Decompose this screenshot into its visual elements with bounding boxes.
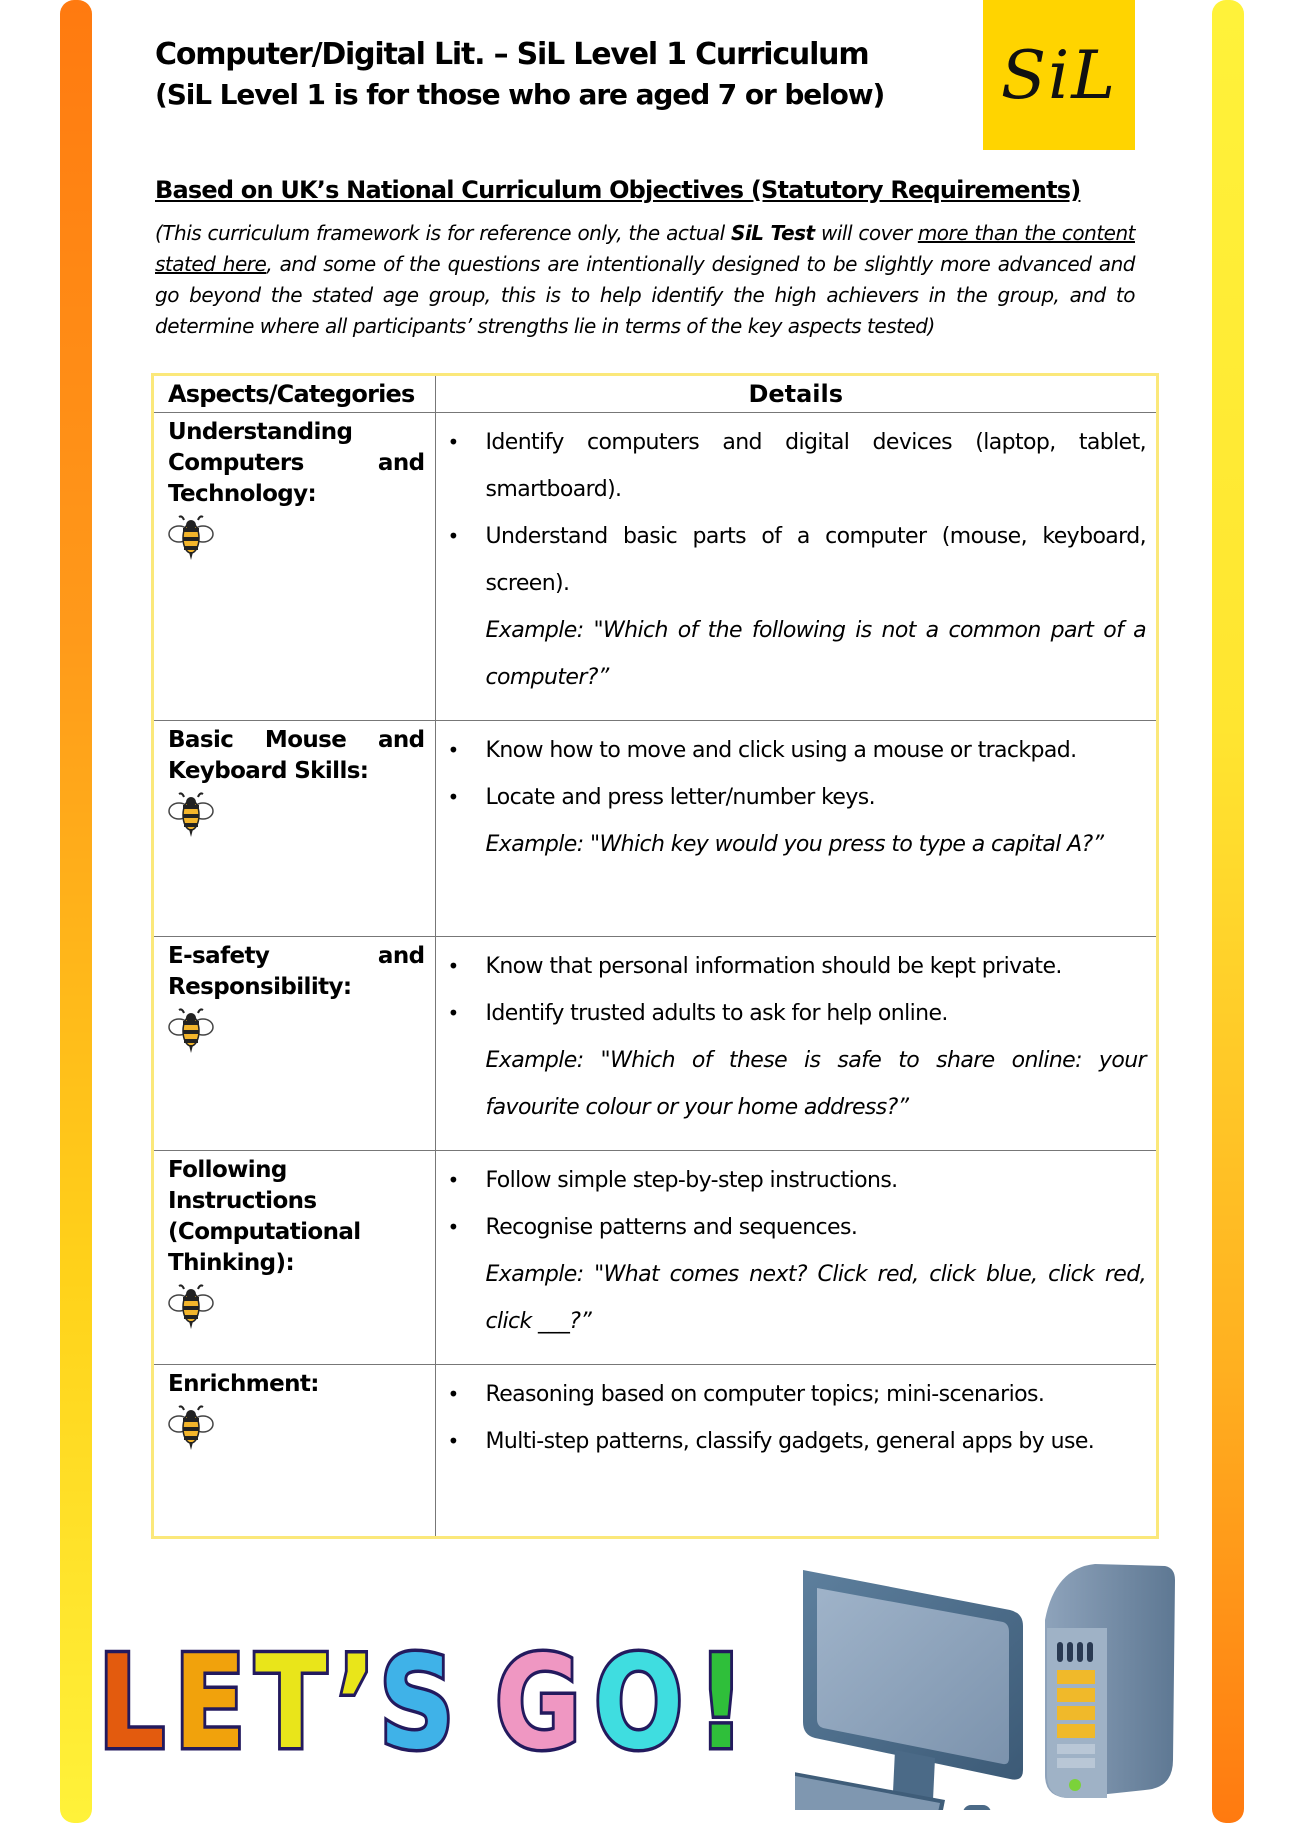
category-label-line: Thinking): [168,1250,295,1276]
details-cell [435,721,1156,937]
details-bullet: • Know how to move and click using a mouse or trackpad. [436,727,1147,774]
decorative-stripe-left [60,0,92,1823]
example-question: Example: "Which of the following is not a common part of a computer?” [485,618,1146,690]
banner-letter: L [98,1629,160,1778]
banner-letter: E [173,1629,241,1778]
title-line-2: (SiL Level 1 is for those who are aged 7 or below) [155,78,885,111]
details-list [436,1157,1147,1251]
category-label-line: Following [168,1157,287,1183]
example-question: Example: "What comes next? Click red, click blue, click red, click ___?” [485,1262,1146,1334]
table-row [154,1151,1156,1365]
table-row [154,1365,1156,1536]
category-label-line: (Computational [168,1219,361,1245]
lets-go-banner [98,1629,749,1778]
bee-icon [168,1283,425,1340]
intro-text-1: (This curriculum framework is for reference only, the actual [155,221,732,245]
intro-text-2: will cover [814,221,918,245]
category-cell [154,1365,435,1536]
details-bullet: • Understand basic parts of a computer (mouse, keyboard, screen). [436,513,1147,607]
header-details: Details [435,376,1156,413]
sil-logo [983,0,1135,150]
sil-logo-text: SiL [1000,36,1118,114]
details-cell [435,1365,1156,1536]
banner-letter: S [378,1629,450,1778]
desktop-computer-icon [795,1560,1195,1810]
banner-letter: T [255,1629,322,1778]
bee-icon [168,1007,425,1064]
footer-artwork [95,1560,1205,1823]
category-cell [154,1151,435,1365]
category-label-line: Basic Mouse and [168,727,425,753]
section-heading: Based on UK’s National Curriculum Objectives (Statutory Requirements) [155,176,1081,204]
table-row [154,413,1156,721]
category-label-line: Instructions [168,1188,317,1214]
details-bullet: • Know that personal information should be kept private. [436,943,1147,990]
details-list [436,943,1147,1037]
details-bullet: • Reasoning based on computer topics; mini-scenarios. [436,1371,1147,1418]
bee-icon [168,791,425,848]
banner-letter: ’ [336,1629,372,1778]
details-list [436,1371,1147,1465]
details-list [436,419,1147,607]
intro-paragraph [155,218,1135,342]
category-label-line: Enrichment: [168,1371,319,1397]
details-list [436,727,1147,821]
header-aspects: Aspects/Categories [154,376,435,413]
category-label-line: Computers and [168,450,425,476]
category-cell [154,937,435,1151]
intro-text-3: , and some of the questions are intentionally designed to be slightly more advanced and go beyond the stated age group, this is to help identify the high achievers in the group, and to determine where all participants’ strengths lie in terms of the key aspects tested) [155,252,1135,338]
details-bullet: • Multi-step patterns, classify gadgets, general apps by use. [436,1418,1147,1465]
category-label-line: Technology: [168,481,317,507]
table-row [154,721,1156,937]
page-title [155,35,970,115]
details-bullet: • Identify computers and digital devices (laptop, tablet, smartboard). [436,419,1147,513]
example-question: Example: "Which key would you press to type a capital A?” [485,832,1104,857]
intro-bold-sil-test: SiL Test [731,221,815,245]
category-cell [154,413,435,721]
title-line-1: Computer/Digital Lit. – SiL Level 1 Curriculum [155,37,869,72]
details-bullet: • Recognise patterns and sequences. [436,1204,1147,1251]
category-label-line: Responsibility: [168,974,352,1000]
curriculum-table [154,376,1156,1536]
table-header-row [154,376,1156,413]
category-cell [154,721,435,937]
category-label-line: Keyboard Skills: [168,758,369,784]
decorative-stripe-right [1212,0,1244,1823]
banner-letter: ! [697,1629,740,1778]
category-label-line: Understanding [168,419,353,445]
banner-letter: G [495,1629,577,1778]
monitor [803,1570,1023,1800]
details-bullet: • Follow simple step-by-step instructions. [436,1157,1147,1204]
mouse [963,1805,991,1810]
details-cell [435,1151,1156,1365]
details-bullet: • Locate and press letter/number keys. [436,774,1147,821]
bee-icon [168,1404,425,1461]
banner-letter: O [594,1629,679,1778]
category-label-line: E-safety and [168,943,425,969]
details-bullet: • Identify trusted adults to ask for help online. [436,990,1147,1037]
details-cell [435,413,1156,721]
bee-icon [168,514,425,571]
table-row [154,937,1156,1151]
example-question: Example: "Which of these is safe to share online: your favourite colour or your home address?” [485,1048,1146,1120]
tower [1045,1564,1175,1798]
intro-underlined: more than the content stated here [155,221,1135,276]
details-cell [435,937,1156,1151]
